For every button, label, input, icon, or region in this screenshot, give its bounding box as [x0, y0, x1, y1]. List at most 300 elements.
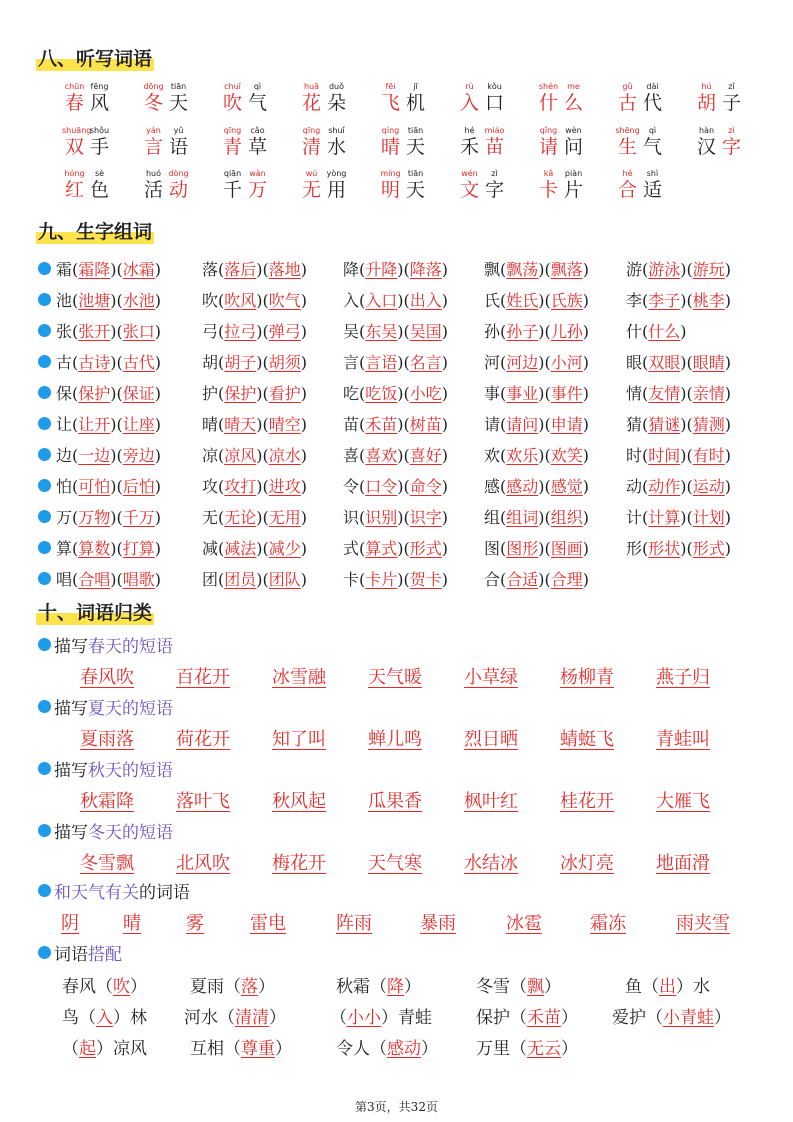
pinyin-syllable: huó: [145, 169, 162, 178]
compound-word: 卡片: [365, 569, 398, 589]
word-building-row: [38, 316, 778, 344]
pinyin-syllable: rù: [465, 82, 474, 91]
matching-answer: 降: [387, 977, 404, 997]
dictation-word: [299, 82, 378, 114]
base-char: 眼: [626, 352, 643, 372]
base-char: 护: [202, 383, 219, 403]
compound-word: 无论: [224, 507, 257, 527]
compound-word: 图画: [550, 538, 583, 558]
pinyin: [615, 169, 694, 179]
base-char: 河: [484, 352, 501, 372]
hanzi: [457, 136, 536, 158]
category-heading: [38, 818, 173, 843]
phrase: [80, 787, 134, 813]
word-building-entry: 欢(欢乐)(欢笑): [484, 445, 590, 465]
compound-word: 晴天: [224, 414, 257, 434]
pinyin-syllable: qiān: [223, 169, 242, 178]
word-building-entry: 入(入口)(出入): [343, 290, 449, 310]
dictation-word: [141, 82, 220, 114]
compound-word: 形式: [692, 538, 725, 558]
pinyin-syllable: yán: [146, 126, 161, 135]
matching-prefix: 爱护（: [612, 1008, 663, 1028]
phrase-text: 秋霜降: [80, 791, 134, 812]
compound-word: 孙子: [506, 321, 539, 341]
compound-word: 凉风: [224, 445, 257, 465]
base-char: 式: [343, 538, 360, 558]
hanzi-char: 花: [301, 92, 321, 114]
pinyin-syllable: piàn: [564, 169, 583, 178]
matching-item: [336, 1034, 438, 1059]
pinyin-syllable: zì: [728, 126, 735, 135]
dictation-word: [536, 126, 615, 158]
word-building-entry: 池(池塘)(水池): [56, 290, 162, 310]
matching-prefix: 互相（: [190, 1039, 241, 1059]
hanzi-char: 活: [143, 179, 163, 201]
pinyin-syllable: jī: [413, 82, 418, 91]
matching-prefix: 万里（: [476, 1039, 527, 1059]
word-building-entry: 古(古诗)(古代): [56, 352, 162, 372]
hanzi: [536, 179, 615, 201]
matching-suffix: ）: [404, 977, 421, 997]
compound-word: 池塘: [78, 290, 111, 310]
base-char: 欢: [484, 445, 501, 465]
word-building-entry: 霜(霜降)(冰霜): [56, 259, 162, 279]
compound-word: 喜好: [409, 445, 442, 465]
pinyin-syllable: qīng: [223, 126, 242, 135]
hanzi-char: 天: [168, 92, 188, 114]
compound-word: 计划: [692, 507, 725, 527]
phrase: [368, 725, 422, 751]
pinyin-syllable: shuāng: [62, 126, 92, 135]
hanzi: [299, 92, 378, 114]
dictation-word: [694, 82, 773, 114]
pinyin: [299, 169, 378, 179]
compound-word: 晴空: [268, 414, 301, 434]
base-char: 飘: [484, 259, 501, 279]
phrase: [368, 663, 422, 689]
compound-word: 形式: [409, 538, 442, 558]
hanzi: [62, 136, 141, 158]
word-building-row: [38, 347, 778, 375]
word-building-row: [38, 533, 778, 561]
phrase-text: 瓜果香: [368, 791, 422, 812]
compound-word: 进攻: [268, 476, 301, 496]
bullet-dot-icon: [38, 884, 51, 897]
word-building-entry: 动(动作)(运动): [626, 476, 732, 496]
compound-word: 团员: [224, 569, 257, 589]
base-char: 计: [626, 507, 643, 527]
hanzi: [62, 179, 141, 201]
hanzi: [694, 136, 773, 158]
compound-word: 有时: [692, 445, 725, 465]
word-building-entry: 落(落后)(落地): [202, 259, 308, 279]
phrase-text: 蝉儿鸣: [368, 729, 422, 750]
phrase: [272, 725, 326, 751]
category-heading: [38, 632, 173, 657]
matching-answer: 小青蛙: [663, 1008, 714, 1028]
matching-prefix: 保护（: [476, 1008, 527, 1028]
word-building-row: [38, 378, 778, 406]
pinyin-syllable: sè: [94, 169, 105, 178]
dictation-word: [615, 169, 694, 201]
matching-answer: 吹: [113, 977, 130, 997]
word-building-row: [38, 409, 778, 437]
pinyin-syllable: míng: [380, 169, 401, 178]
phrase: [272, 787, 326, 813]
compound-word: 保护: [78, 383, 111, 403]
compound-word: 事业: [506, 383, 539, 403]
hanzi-char: 清: [301, 136, 321, 158]
base-char: 让: [56, 414, 73, 434]
matching-item: [476, 972, 561, 997]
dictation-row: [62, 126, 773, 158]
category-heading: [38, 940, 122, 965]
matching-answer: 尊重: [241, 1039, 275, 1059]
word-building-entry: 孙(孙子)(儿孙): [484, 321, 590, 341]
base-char: 卡: [343, 569, 360, 589]
compound-word: 落地: [268, 259, 301, 279]
phrase: [368, 849, 422, 875]
matching-item: [336, 972, 421, 997]
phrase-text: 燕子归: [656, 667, 710, 688]
dictation-word: [378, 126, 457, 158]
matching-suffix: ）: [258, 977, 275, 997]
hanzi-char: 风: [89, 92, 109, 114]
heading-prefix: 词语: [54, 945, 88, 965]
word-building-entry: 眼(双眼)(眼睛): [626, 352, 732, 372]
word-building-entry: 唱(合唱)(唱歌): [56, 569, 162, 589]
compound-word: 图形: [506, 538, 539, 558]
dictation-word: [141, 169, 220, 201]
matching-suffix: ）水: [676, 977, 710, 997]
category-heading: [38, 756, 173, 781]
phrase-text: 北风吹: [176, 853, 230, 874]
phrase: [656, 849, 710, 875]
matching-item: [190, 972, 275, 997]
word-building-entry: 合(合适)(合理): [484, 569, 590, 589]
base-char: 吃: [343, 383, 360, 403]
compound-word: 减少: [268, 538, 301, 558]
word-building-entry: 弓(拉弓)(弹弓): [202, 321, 308, 341]
phrase: [176, 725, 230, 751]
word-building-entry: 胡(胡子)(胡须): [202, 352, 308, 372]
hanzi: [62, 92, 141, 114]
phrase-text: 青蛙叫: [656, 729, 710, 750]
compound-word: 吴国: [409, 321, 442, 341]
phrase-text: 梅花开: [272, 853, 326, 874]
word-building-entry: 卡(卡片)(贺卡): [343, 569, 449, 589]
pinyin: [694, 82, 773, 92]
word-building-entry: 喜(喜欢)(喜好): [343, 445, 449, 465]
word-building-entry: 什(什么): [626, 321, 687, 341]
compound-word: 氏族: [550, 290, 583, 310]
compound-word: 胡子: [224, 352, 257, 372]
hanzi-char: 天: [405, 179, 425, 201]
dictation-word: [615, 82, 694, 114]
compound-word: 欢笑: [550, 445, 583, 465]
category-heading: [38, 878, 190, 903]
matching-item: [62, 1034, 147, 1059]
hanzi-char: 无: [301, 179, 321, 201]
phrase-text: 荷花开: [176, 729, 230, 750]
hanzi: [694, 92, 773, 114]
word-building-entry: 情(友情)(亲情): [626, 383, 732, 403]
pinyin: [62, 126, 141, 136]
dictation-word: [536, 169, 615, 201]
phrase-text: 烈日晒: [464, 729, 518, 750]
matching-prefix: 秋霜（: [336, 977, 387, 997]
heading-prefix: 描写: [54, 823, 88, 843]
compound-word: 运动: [692, 476, 725, 496]
hanzi-char: 什: [538, 92, 558, 114]
hanzi-char: 冬: [143, 92, 163, 114]
base-char: 言: [343, 352, 360, 372]
hanzi-char: 字: [721, 136, 741, 158]
compound-word: 胡须: [268, 352, 301, 372]
hanzi-char: 万: [247, 179, 267, 201]
hanzi-char: 手: [89, 136, 109, 158]
hanzi-char: 请: [538, 136, 558, 158]
compound-word: 名言: [409, 352, 442, 372]
base-char: 池: [56, 290, 73, 310]
hanzi-char: 代: [642, 92, 662, 114]
compound-word: 一边: [78, 445, 111, 465]
compound-word: 团队: [268, 569, 301, 589]
base-char: 边: [56, 445, 73, 465]
hanzi: [220, 179, 299, 201]
word-building-entry: 吴(东吴)(吴国): [343, 321, 449, 341]
pinyin-syllable: shén: [538, 82, 559, 91]
weather-word: [590, 909, 626, 935]
compound-word: 树苗: [409, 414, 442, 434]
word-building-entry: 苗(禾苗)(树苗): [343, 414, 449, 434]
pinyin-syllable: shì: [646, 169, 659, 178]
base-char: 形: [626, 538, 643, 558]
compound-word: 喜欢: [365, 445, 398, 465]
hanzi-char: 适: [642, 179, 662, 201]
hanzi-char: 晴: [380, 136, 400, 158]
pinyin-syllable: wú: [305, 169, 318, 178]
pinyin-syllable: hóng: [64, 169, 85, 178]
bullet-dot-icon: [38, 448, 51, 461]
base-char: 喜: [343, 445, 360, 465]
bullet-dot-icon: [38, 824, 51, 837]
matching-item: [62, 972, 147, 997]
compound-word: 游玩: [692, 259, 725, 279]
compound-word: 攻打: [224, 476, 257, 496]
bullet-dot-icon: [38, 510, 51, 523]
compound-word: 吹气: [268, 290, 301, 310]
word-building-entry: 算(算数)(打算): [56, 538, 162, 558]
phrase: [464, 787, 518, 813]
compound-word: 后怕: [122, 476, 155, 496]
dictation-word: [62, 126, 141, 158]
phrase-text: 落叶飞: [176, 791, 230, 812]
hanzi: [141, 179, 220, 201]
pinyin-syllable: zì: [491, 169, 498, 178]
word-building-entry: 边(一边)(旁边): [56, 445, 162, 465]
phrase-text: 天气暖: [368, 667, 422, 688]
dictation-word: [536, 82, 615, 114]
compound-word: 飘落: [550, 259, 583, 279]
compound-word: 合唱: [78, 569, 111, 589]
pinyin-syllable: kǎ: [543, 169, 554, 178]
phrase: [80, 849, 134, 875]
compound-word: 出入: [409, 290, 442, 310]
dictation-word: [62, 82, 141, 114]
hanzi-char: 古: [617, 92, 637, 114]
compound-word: 张口: [122, 321, 155, 341]
page-footer: 第3页，共32页: [355, 1100, 438, 1114]
matching-answer: 出: [659, 977, 676, 997]
base-char: 减: [202, 538, 219, 558]
matching-suffix: ）青蛙: [381, 1008, 432, 1028]
matching-suffix: ）: [275, 1039, 292, 1059]
heading-prefix: 描写: [54, 637, 88, 657]
hanzi: [220, 136, 299, 158]
word-building-row: [38, 564, 778, 592]
compound-word: 拉弓: [224, 321, 257, 341]
word-building-entry: 氏(姓氏)(氏族): [484, 290, 590, 310]
pinyin: [220, 126, 299, 136]
hanzi-char: 机: [405, 92, 425, 114]
phrase-text: 春风吹: [80, 667, 134, 688]
word-building-entry: 吃(吃饭)(小吃): [343, 383, 449, 403]
phrase: [560, 849, 614, 875]
weather-word: [676, 909, 730, 935]
compound-word: 可怕: [78, 476, 111, 496]
heading-suffix: 的词语: [139, 883, 190, 903]
heading-prefix: 描写: [54, 761, 88, 781]
hanzi: [299, 136, 378, 158]
word-building-row: [38, 502, 778, 530]
dictation-word: [378, 82, 457, 114]
heading-keyword: 搭配: [88, 945, 122, 965]
phrase: [560, 725, 614, 751]
phrase-text: 知了叫: [272, 729, 326, 750]
matching-prefix: （: [330, 1008, 347, 1028]
compound-word: 霜降: [78, 259, 111, 279]
pinyin-syllable: hú: [701, 82, 712, 91]
base-char: 入: [343, 290, 360, 310]
base-char: 霜: [56, 259, 73, 279]
base-char: 算: [56, 538, 73, 558]
pinyin-syllable: fēng: [90, 82, 109, 91]
word-building-entry: 令(口令)(命令): [343, 476, 449, 496]
hanzi-char: 草: [247, 136, 267, 158]
hanzi-char: 气: [642, 136, 662, 158]
dictation-word: [694, 126, 773, 158]
pinyin-syllable: qǐng: [539, 126, 558, 135]
weather-word: [506, 909, 542, 935]
phrase-text: 天气寒: [368, 853, 422, 874]
base-char: 胡: [202, 352, 219, 372]
compound-word: 冰霜: [122, 259, 155, 279]
compound-word: 禾苗: [365, 414, 398, 434]
pinyin: [536, 82, 615, 92]
hanzi-char: 语: [168, 136, 188, 158]
matching-answer: 感动: [387, 1039, 421, 1059]
compound-word: 古代: [122, 352, 155, 372]
heading-suffix: 的短语: [122, 823, 173, 843]
word-building-entry: 式(算式)(形式): [343, 538, 449, 558]
bullet-dot-icon: [38, 355, 51, 368]
weather-word: [420, 909, 456, 935]
compound-word: 算式: [365, 538, 398, 558]
bullet-dot-icon: [38, 386, 51, 399]
compound-word: 欢乐: [506, 445, 539, 465]
base-char: 时: [626, 445, 643, 465]
compound-word: 落后: [224, 259, 257, 279]
weather-word: [250, 909, 286, 935]
word-building-entry: 时(时间)(有时): [626, 445, 732, 465]
heading-keyword: 夏天: [88, 699, 122, 719]
base-char: 图: [484, 538, 501, 558]
base-char: 氏: [484, 290, 501, 310]
weather-word-text: 冰雹: [506, 913, 542, 934]
matching-prefix: 冬雪（: [476, 977, 527, 997]
hanzi-char: 胡: [696, 92, 716, 114]
compound-word: 亲情: [692, 383, 725, 403]
pinyin: [378, 82, 457, 92]
pinyin-syllable: qíng: [381, 126, 400, 135]
matching-suffix: ）: [544, 977, 561, 997]
word-building-row: [38, 285, 778, 313]
matching-item: [184, 1003, 286, 1028]
pinyin: [220, 169, 299, 179]
compound-word: 保护: [224, 383, 257, 403]
base-char: 事: [484, 383, 501, 403]
pinyin-syllable: dòng: [168, 169, 189, 178]
compound-word: 口令: [365, 476, 398, 496]
dictation-word: [62, 169, 141, 201]
pinyin-syllable: yòng: [326, 169, 347, 178]
pinyin-syllable: wèn: [565, 126, 582, 135]
matching-item: [612, 1003, 731, 1028]
bullet-dot-icon: [38, 479, 51, 492]
phrase: [656, 663, 710, 689]
phrase: [560, 787, 614, 813]
matching-item: [62, 1003, 147, 1028]
base-char: 组: [484, 507, 501, 527]
base-char: 吴: [343, 321, 360, 341]
word-building-entry: 团(团员)(团队): [202, 569, 308, 589]
hanzi: [378, 92, 457, 114]
base-char: 攻: [202, 476, 219, 496]
dictation-word: [457, 82, 536, 114]
bullet-dot-icon: [38, 417, 51, 430]
pinyin-syllable: tiān: [170, 82, 187, 91]
section-9-title: 九、生字组词: [36, 217, 154, 244]
phrase: [368, 787, 422, 813]
compound-word: 无用: [268, 507, 301, 527]
hanzi-char: 气: [247, 92, 267, 114]
hanzi-char: 春: [64, 92, 84, 114]
compound-word: 减法: [224, 538, 257, 558]
bullet-dot-icon: [38, 262, 51, 275]
phrase: [176, 787, 230, 813]
matching-prefix: 鸟（: [62, 1008, 96, 1028]
hanzi: [141, 92, 220, 114]
hanzi-char: 生: [617, 136, 637, 158]
hanzi-char: 禾: [459, 136, 479, 158]
compound-word: 吹风: [224, 290, 257, 310]
pinyin-syllable: kǒu: [487, 82, 502, 91]
weather-word: [336, 909, 372, 935]
hanzi-char: 双: [64, 136, 84, 158]
bullet-dot-icon: [38, 700, 51, 713]
base-char: 团: [202, 569, 219, 589]
